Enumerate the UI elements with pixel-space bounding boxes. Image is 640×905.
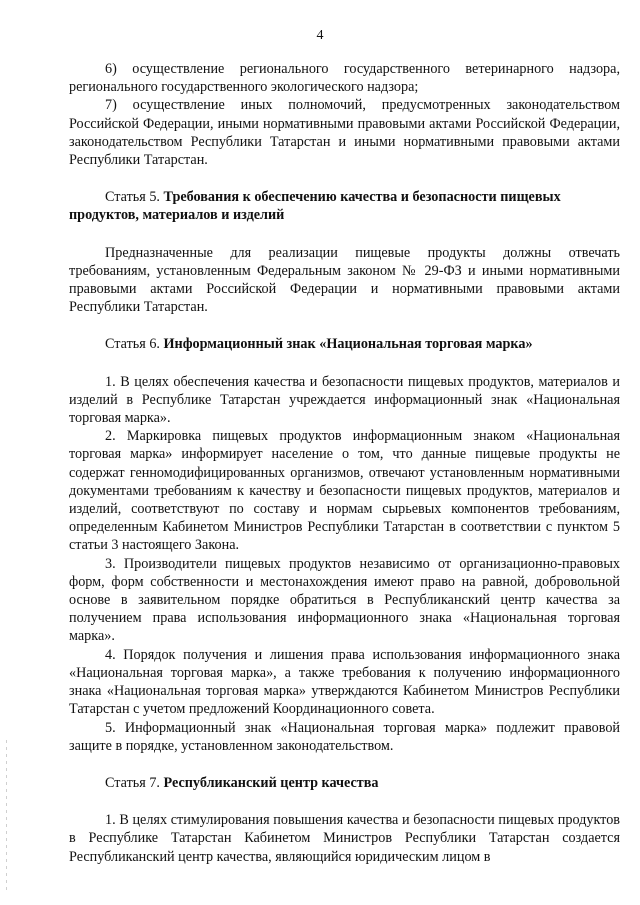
article-6-heading bbox=[69, 335, 620, 353]
spacer bbox=[69, 354, 620, 373]
page-number: 4 bbox=[316, 28, 324, 43]
article-7-title: Республиканский центр качества bbox=[163, 774, 379, 791]
article-6-paragraph-2: 2. Маркировка пищевых продуктов информационным знаком «Национальная торговая марка» информирует население о том, что данные пищевые продукты не содержат генномодифицированных организмов, отвечают установленным нормативными документами требованиям к качеству и безопасности пищевых продуктов, материалов и изделий, соответствуют по составу и нормам сырьевых компонентов требованиям, определенным Кабинетом Министров Республики Татарстан в соответствии с пунктом 5 статьи 3 настоящего Закона. bbox=[69, 428, 620, 554]
article-7-number: Статья 7. bbox=[105, 774, 164, 791]
spacer bbox=[69, 792, 620, 811]
article-5-paragraph: Предназначенные для реализации пищевые продукты должны отвечать требованиям, установленным Федеральным законом № 29-ФЗ и иными нормативными правовыми актами Российской Федерации и нормативными правовыми актами Республики Татарстан. bbox=[69, 244, 620, 316]
document-body bbox=[69, 60, 620, 866]
article-5-number: Статья 5. bbox=[105, 189, 164, 206]
article-6-paragraph-3: 3. Производители пищевых продуктов независимо от организационно-правовых форм, форм собственности и местонахождения имеют право на равной, добровольной основе в заявительном порядке обратиться в Республиканский центр качества за получением права использования информационного знака «Национальная торговая марка». bbox=[69, 555, 620, 645]
article-6-title: Информационный знак «Национальная торговая марка» bbox=[163, 336, 533, 353]
article-6-paragraph-5: 5. Информационный знак «Национальная торговая марка» подлежит правовой защите в порядке, установленном законодательством. bbox=[69, 719, 620, 754]
article-7-paragraph-1: 1. В целях стимулирования повышения качества и безопасности пищевых продуктов в Республике Татарстан Кабинетом Министров Республики Татарстан создается Республиканский центр качества, являющийся юридическим лицом в bbox=[69, 812, 620, 865]
article-6-number: Статья 6. bbox=[105, 336, 164, 353]
article-6-paragraph-1: 1. В целях обеспечения качества и безопасности пищевых продуктов, материалов и изделий в Республике Татарстан учреждается информационный знак «Национальная торговая марка». bbox=[69, 373, 620, 427]
article-5-heading bbox=[69, 188, 620, 224]
paragraph-6-veterinary-supervision: 6) осуществление регионального государственного ветеринарного надзора, регионального государственного экологического надзора; bbox=[69, 61, 620, 96]
scan-edge-mark bbox=[6, 740, 7, 890]
article-7-heading bbox=[69, 774, 620, 792]
article-5-title: Требования к обеспечению качества и безопасности пищевых продуктов, материалов и изделий bbox=[69, 189, 561, 224]
spacer bbox=[69, 169, 620, 188]
article-6-paragraph-4: 4. Порядок получения и лишения права использования информационного знака «Национальная торговая марка», а также требования к получению информационного знака «Национальная торговая марка» утверждаются Кабинетом Министров Республики Татарстан с учетом предложений Координационного совета. bbox=[69, 646, 620, 718]
spacer bbox=[69, 225, 620, 244]
spacer bbox=[69, 755, 620, 774]
paragraph-7-other-powers: 7) осуществление иных полномочий, предусмотренных законодательством Российской Федерации, иными нормативными правовыми актами Российской Федерации, законодательством Республики Татарстан и иными нормативными правовыми актами Республики Татарстан. bbox=[69, 97, 620, 169]
spacer bbox=[69, 316, 620, 335]
